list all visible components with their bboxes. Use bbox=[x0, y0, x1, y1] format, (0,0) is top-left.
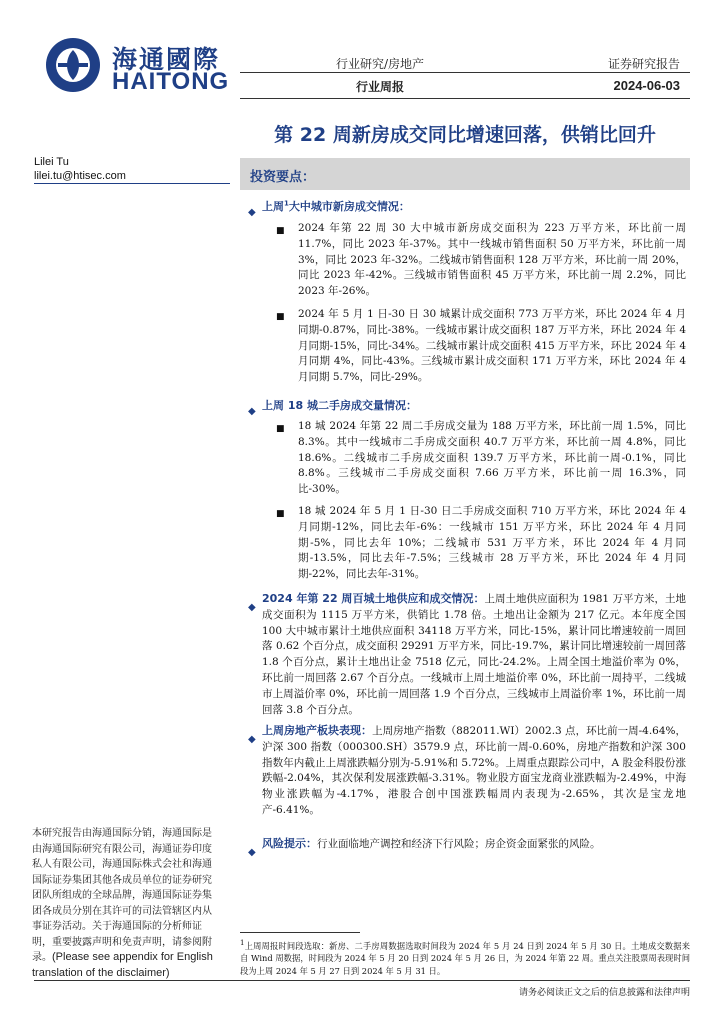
square-bullet-icon: ■ bbox=[276, 424, 285, 434]
legal-notice: 请务必阅读正文之后的信息披露和法律声明 bbox=[518, 988, 690, 998]
paragraph-second-hand-weekly: 18 城 2024 年第 22 周二手房成交量为 188 万平方米，环比前一周 1.5%，同比 8.3%。其中一线城市二手房成交面积 40.7 万平方米，环比前一周 4.8%，同比 18.6%。二线城市二手房成交面积 139.7 万平方米，环比前一周-0.1%，同比 8.8%。三线城市二手房成交面积 7.66 万平方米，环比前一周 16.3%，同比-30%。 bbox=[298, 420, 686, 496]
section-bullet-icon: ◆ bbox=[248, 734, 256, 745]
section-heading-risk: 风险提示： bbox=[262, 837, 317, 850]
section-heading-land: 2024 年第 22 周百城土地供应和成交情况： bbox=[262, 592, 485, 605]
section-heading-new-homes: 上周$^1$大中城市新房成交情况： bbox=[262, 199, 410, 213]
section-bullet-icon: ◆ bbox=[248, 406, 256, 417]
paragraph-sector-performance: 上周房地产板块表现：上周房地产指数（882011.WI）2002.3 点，环比前一周-4.64%，沪深 300 指数（000300.SH）3579.9 点，环比前一周-0.60%，房地产指数和沪深 300 指数年内截止上周涨跌幅分别为-5.91%和 5.72%。上周重点跟踪公司中，A 股金科股份涨跌幅-2.04%，其次保利发展涨跌幅-3.31%。物业股方面宝龙商业涨跌幅为-2.49%，中海物业涨跌幅为-4.17%，港股合创中国涨跌幅周内表现为-2.65%，其次是宝龙地产-6.41%。 bbox=[262, 724, 687, 816]
author-email[interactable]: lilei.tu@htisec.com bbox=[34, 170, 126, 182]
logo-en: HAITONG bbox=[112, 68, 230, 95]
section-bullet-icon: ◆ bbox=[248, 602, 256, 613]
report-category: 行业研究/房地产 bbox=[335, 57, 425, 71]
sidebar-disclaimer bbox=[32, 826, 214, 981]
square-bullet-icon: ■ bbox=[276, 509, 285, 519]
report-date: 2024-06-03 bbox=[613, 78, 680, 93]
paragraph-new-homes-weekly: 2024 年第 22 周 30 大中城市新房成交面积为 223 万平方米，环比前一周 11.7%，同比 2023 年-37%。其中一线城市销售面积 50 万平方米，环比前一周 3%，同比 2023 年-32%。二线城市销售面积 128 万平方米，环比前一周 20%，同比 2023 年-42%。三线城市销售面积 45 万平方米，环比前一周 2.2%，同比 2023 年-26%。 bbox=[298, 222, 686, 298]
sidebar-divider bbox=[34, 183, 230, 184]
page-title: 第 22 周新房成交同比增速回落，供销比回升 bbox=[274, 124, 656, 146]
paragraph-new-homes-monthly: 2024 年 5 月 1 日-30 日 30 城累计成交面积 773 万平方米，环比 2024 年 4 月同期-0.87%，同比-38%。一线城市累计成交面积 187 万平方米，环比 2024 年 4 月同期-15%，同比-34%。二线城市累计成交面积 415 万平方米，环比 2024 年 4 月同期 4%，同比-43%。三线城市累计成交面积 171 万平方米，环比 2024 年 4 月同期 5.7%，同比-29%。 bbox=[298, 308, 686, 384]
header-divider bbox=[240, 72, 690, 73]
disclaimer-cn: 本研究报告由海通国际分销，海通国际是由海通国际研究有限公司，海通证券印度私人有限公司，海通国际株式会社和海通国际证券集团其他各成员单位的证券研究团队所组成的全球品牌，海通国际证券集团各成员分别在其许可的司法管辖区内从事证券活动。关于海通国际的分析师证明，重要披露声明和免责声明，请参阅附录。 bbox=[32, 828, 212, 963]
footnote-divider bbox=[240, 932, 360, 933]
report-kind: 行业周报 bbox=[355, 80, 404, 94]
footnote: $^1$上周周报时间段选取：新房、二手房周数据选取时间段为 2024 年 5 月 24 日到 2024 年 5 月 30 日。土地成交数据来自 Wind 周数据，时间段为 2024 年 5 月 20 日到 2024 年 5 月 26 日，为 2024 年第 22 周。重点关注股票周表现时间段为上周 2024 年 5 月 27 日到 2024 年 5 月 31 日。 bbox=[240, 939, 690, 976]
logo-cn: 海通國際 bbox=[112, 45, 221, 74]
paragraph-land-supply: 2024 年第 22 周百城土地供应和成交情况：上周土地供应面积为 1981 万平方米，土地成交面积为 1115 万平方米，供销比 1.78 倍。土地出让金额为 217 亿元。本年度全国 100 大中城市累计土地供应面积 34118 万平方米，同比-15%，累计同比增速较前一周回落 0.62 个百分点，成交面积 29291 万平方米，同比-19.7%，累计同比增速较前一周回落 1.8 个百分点，累计土地出让金 7518 亿元，同比-24.2%。上周全国土地溢价率为 0%，环比前一周回落 2.67 个百分点。一线城市上周土地溢价率 0%，环比前一周持平，二线城市上周溢价率 0%，环比前一周回落 1.9 个百分点，三线城市上周溢价率 1%，环比前一周回落 3.8 个百分点。 bbox=[262, 592, 686, 716]
paragraph-second-hand-monthly: 18 城 2024 年 5 月 1 日-30 日二手房成交面积 710 万平方米，环比 2024 年 4 月同期-12%，同比去年-6%：一线城市 151 万平方米，环比 2024 年 4 月同期-5%，同比去年 10%；二线城市 531 万平方米，环比 2024 年 4 月同期-13.5%，同比去年-7.5%；三线城市 28 万平方米，环比 2024 年 4 月同期-22%，同比去年-31%。 bbox=[298, 505, 686, 581]
keypoints-label: 投资要点： bbox=[250, 170, 316, 185]
section-heading-sector: 上周房地产板块表现： bbox=[262, 724, 373, 737]
author-name: Lilei Tu bbox=[34, 156, 69, 168]
paragraph-risk: 风险提示：行业面临地产调控和经济下行风险；房企资金面紧张的风险。 bbox=[262, 837, 601, 850]
footer-divider bbox=[34, 980, 690, 981]
header-divider-bottom bbox=[240, 98, 690, 99]
section-heading-second-hand: 上周 18 城二手房成交量情况： bbox=[262, 399, 417, 412]
disclaimer-en: (Please see appendix for English translation of the disclaimer) bbox=[32, 951, 213, 979]
square-bullet-icon: ■ bbox=[276, 226, 285, 236]
square-bullet-icon: ■ bbox=[276, 312, 285, 322]
haitong-logo-icon bbox=[44, 36, 102, 94]
section-bullet-icon: ◆ bbox=[248, 207, 256, 218]
section-bullet-icon: ◆ bbox=[248, 847, 256, 858]
report-type: 证券研究报告 bbox=[607, 57, 680, 71]
